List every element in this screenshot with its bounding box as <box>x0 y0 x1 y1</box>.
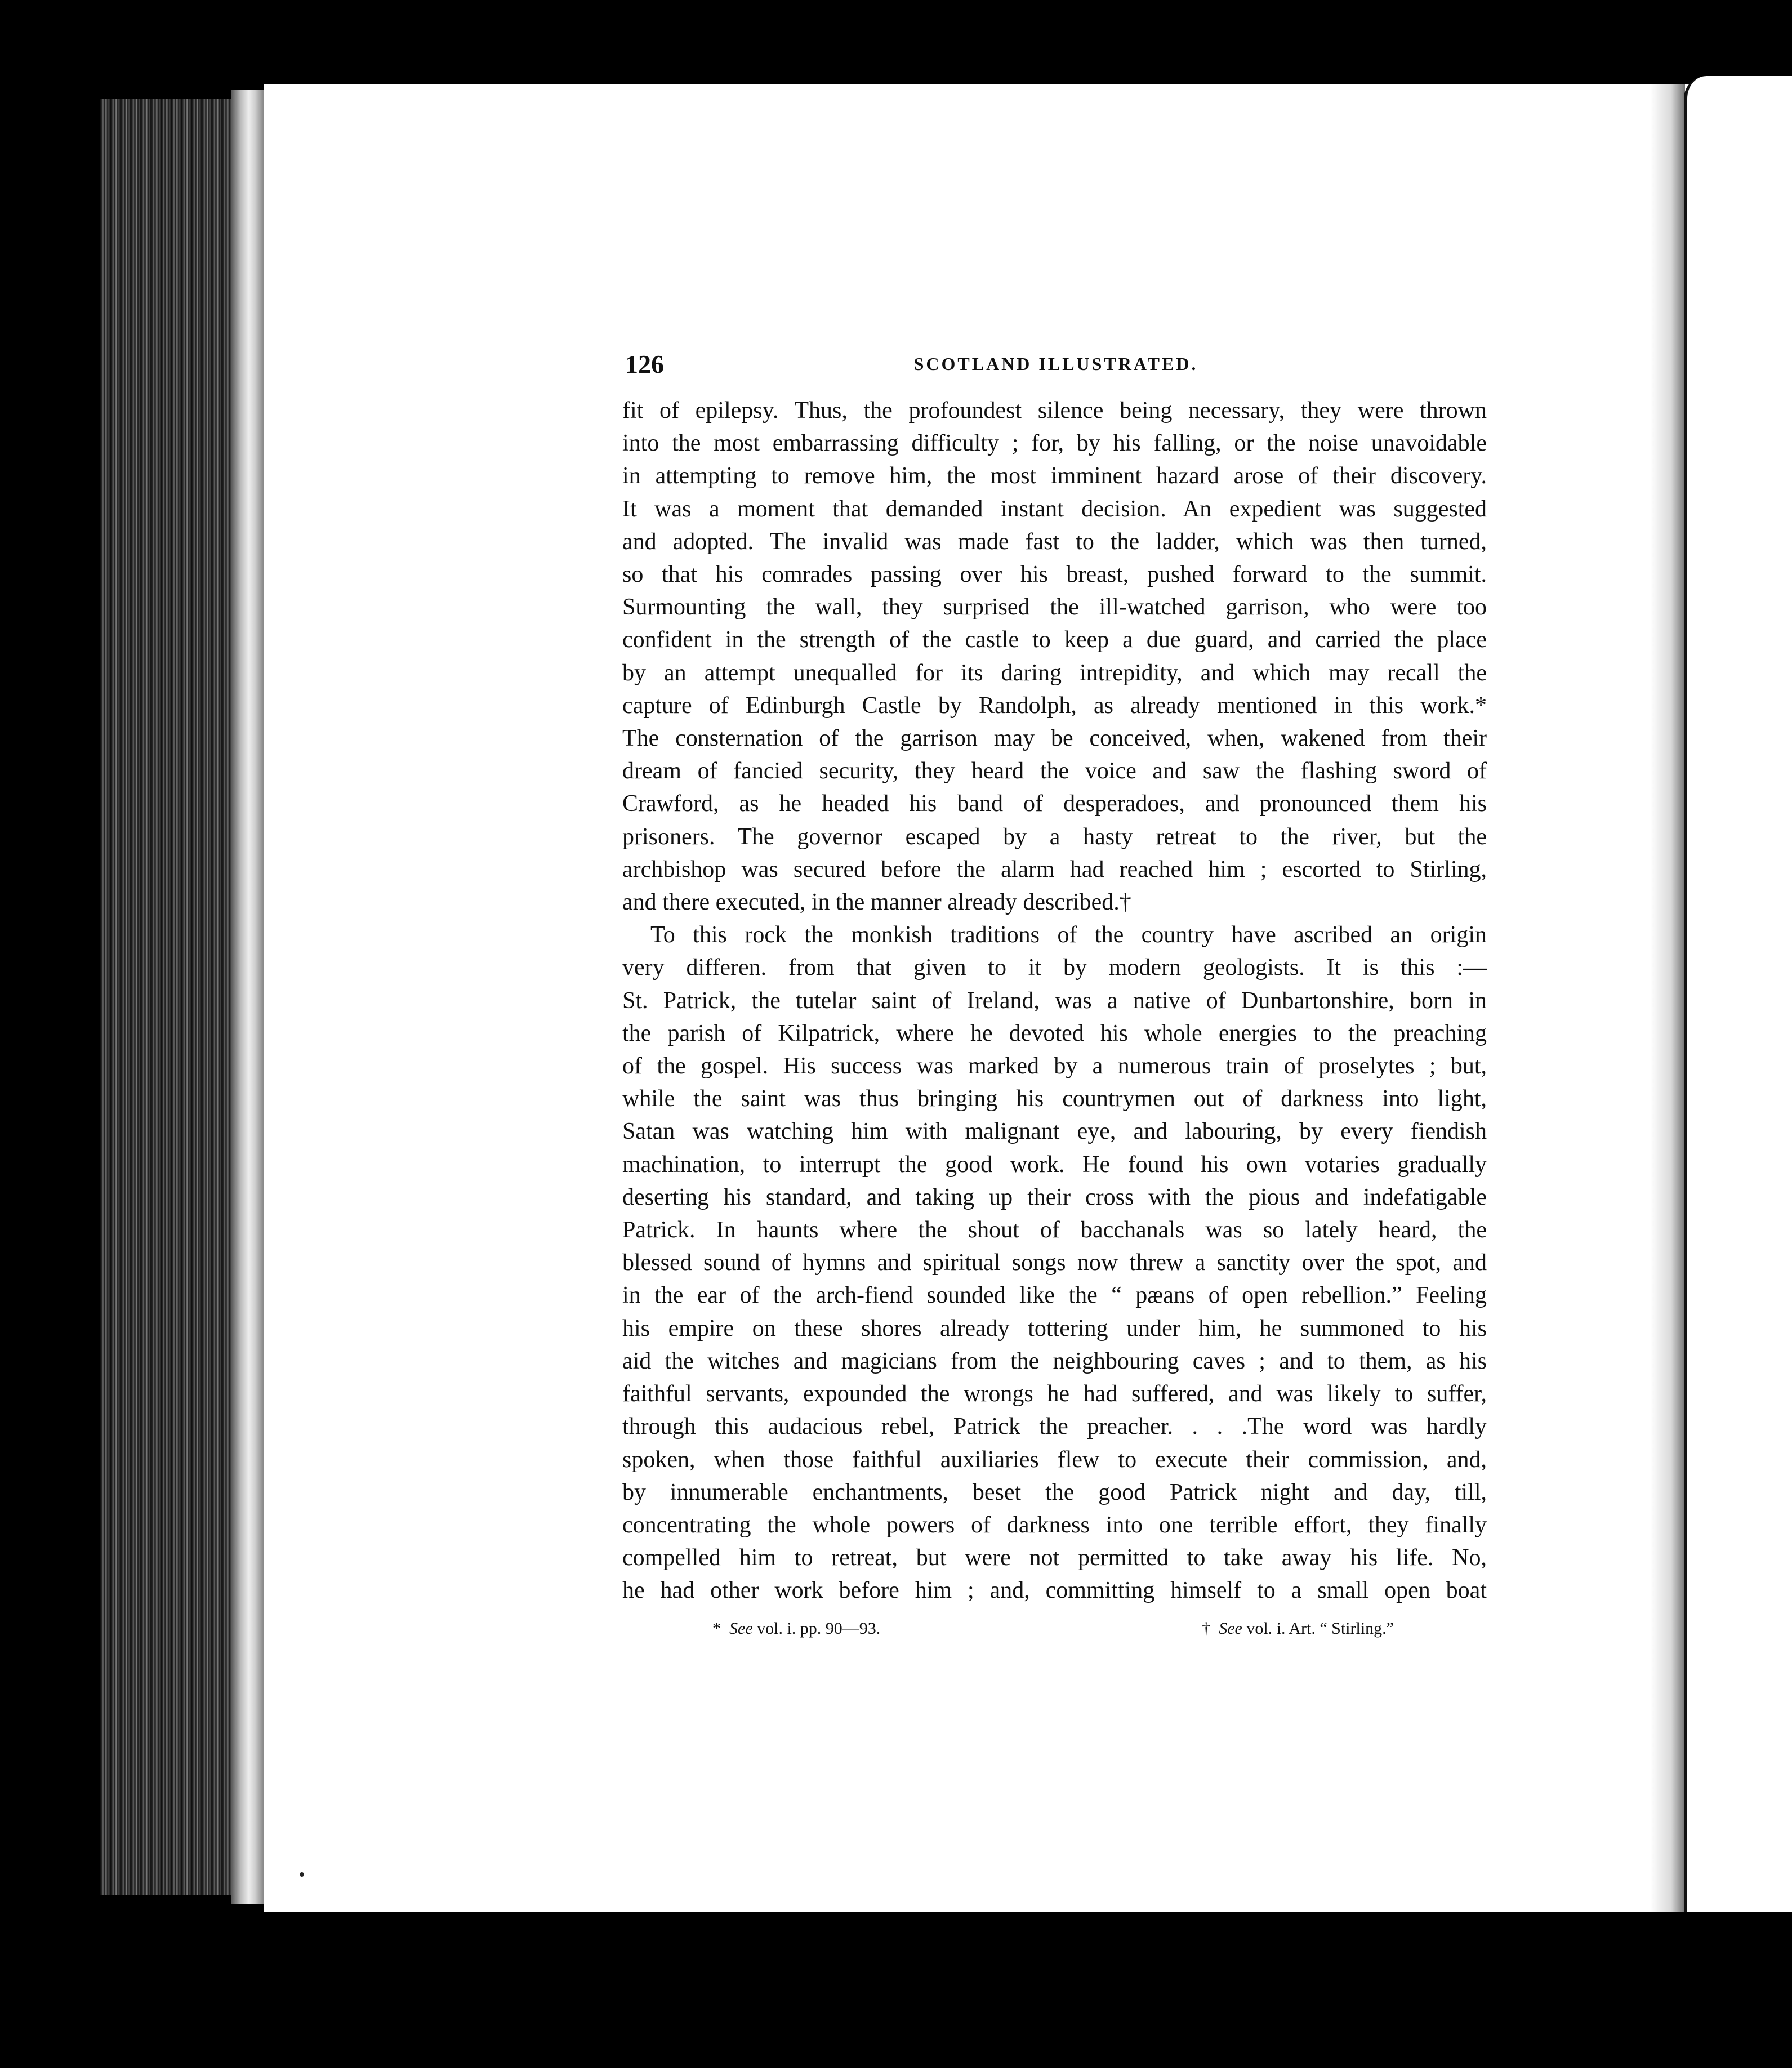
text-line: Crawford, as he headed his band of desperadoes, and pronounced them his <box>622 791 1487 817</box>
text-line: blessed sound of hymns and spiritual songs now threw a sanctity over the spot, and <box>622 1250 1487 1276</box>
text-line: faithful servants, expounded the wrongs he had suffered, and was likely to suffer, <box>622 1381 1487 1407</box>
footnote-1-text: vol. i. pp. 90—93. <box>757 1619 881 1638</box>
body-text <box>622 394 1487 1607</box>
footnote-2-mark: † <box>1202 1619 1211 1638</box>
text-line: into the most embarrassing difficulty ; for, by his falling, or the noise unavoidable <box>622 430 1487 457</box>
text-line: through this audacious rebel, Patrick the preacher. . . .The word was hardly <box>622 1414 1487 1440</box>
running-head <box>625 349 1487 383</box>
footnote-2 <box>1202 1619 1394 1638</box>
paragraph-end-line: and there executed, in the manner already described.† <box>622 889 1131 916</box>
footnote-2-see: See <box>1219 1619 1242 1638</box>
text-line: machination, to interrupt the good work. He found his own votaries gradually <box>622 1151 1487 1178</box>
text-line: archbishop was secured before the alarm had reached him ; escorted to Stirling, <box>622 856 1487 883</box>
page-number: 126 <box>625 350 664 378</box>
text-line: of the gospel. His success was marked by a numerous train of proselytes ; but, <box>622 1053 1487 1080</box>
text-line: confident in the strength of the castle to keep a due guard, and carried the place <box>622 627 1487 653</box>
text-line: in the ear of the arch-fiend sounded like the “ pæans of open rebellion.” Feeling <box>622 1282 1487 1309</box>
running-title: SCOTLAND ILLUSTRATED. <box>913 354 1198 374</box>
footnotes <box>712 1619 1394 1647</box>
facing-page-edge <box>1684 76 1792 1912</box>
text-line: his empire on these shores already tottering under him, he summoned to his <box>622 1315 1487 1341</box>
page-edge-highlight <box>231 90 264 1904</box>
text-line: so that his comrades passing over his breast, pushed forward to the summit. <box>622 561 1487 588</box>
text-line: The consternation of the garrison may be conceived, when, wakened from their <box>622 725 1487 752</box>
text-line: St. Patrick, the tutelar saint of Ireland, was a native of Dunbartonshire, born in <box>622 987 1487 1014</box>
scan-speck <box>300 1872 304 1877</box>
text-line: while the saint was thus bringing his countrymen out of darkness into light, <box>622 1086 1487 1112</box>
text-line: concentrating the whole powers of darkness into one terrible effort, they finally <box>622 1512 1487 1538</box>
text-line: It was a moment that demanded instant decision. An expedient was suggested <box>622 496 1487 522</box>
text-line: he had other work before him ; and, committing himself to a small open boat <box>622 1577 1487 1604</box>
text-line: spoken, when those faithful auxiliaries flew to execute their commission, and, <box>622 1446 1487 1473</box>
text-line: compelled him to retreat, but were not permitted to take away his life. No, <box>622 1545 1487 1571</box>
text-line: Surmounting the wall, they surprised the ill-watched garrison, who were too <box>622 594 1487 621</box>
footnote-1-mark: * <box>712 1619 721 1638</box>
text-line: aid the witches and magicians from the neighbouring caves ; and to them, as his <box>622 1348 1487 1374</box>
text-line: dream of fancied security, they heard the voice and saw the flashing sword of <box>622 758 1487 785</box>
text-line: by an attempt unequalled for its daring intrepidity, and which may recall the <box>622 659 1487 686</box>
text-line: the parish of Kilpatrick, where he devoted his whole energies to the preaching <box>622 1020 1487 1046</box>
text-line: capture of Edinburgh Castle by Randolph, as already mentioned in this work.* <box>622 692 1487 719</box>
footnote-2-text: vol. i. Art. “ Stirling.” <box>1246 1619 1394 1638</box>
footnote-1 <box>712 1619 880 1638</box>
text-line: and adopted. The invalid was made fast to the ladder, which was then turned, <box>622 528 1487 555</box>
text-line: very differen. from that given to it by modern geologists. It is this :— <box>622 955 1487 981</box>
paragraph-start-line: To this rock the monkish traditions of the country have ascribed an origin <box>650 922 1487 948</box>
text-line: Patrick. In haunts where the shout of bacchanals was so lately heard, the <box>622 1217 1487 1244</box>
text-line: deserting his standard, and taking up their cross with the pious and indefatigable <box>622 1184 1487 1210</box>
text-line: by innumerable enchantments, beset the good Patrick night and day, till, <box>622 1479 1487 1505</box>
text-line: Satan was watching him with malignant eye, and labouring, by every fiendish <box>622 1118 1487 1145</box>
footnote-1-see: See <box>729 1619 753 1638</box>
gutter-shadow <box>1650 84 1685 1912</box>
text-line: prisoners. The governor escaped by a hasty retreat to the river, but the <box>622 823 1487 850</box>
text-line: in attempting to remove him, the most imminent hazard arose of their discovery. <box>622 463 1487 489</box>
text-line: fit of epilepsy. Thus, the profoundest silence being necessary, they were thrown <box>622 398 1487 424</box>
